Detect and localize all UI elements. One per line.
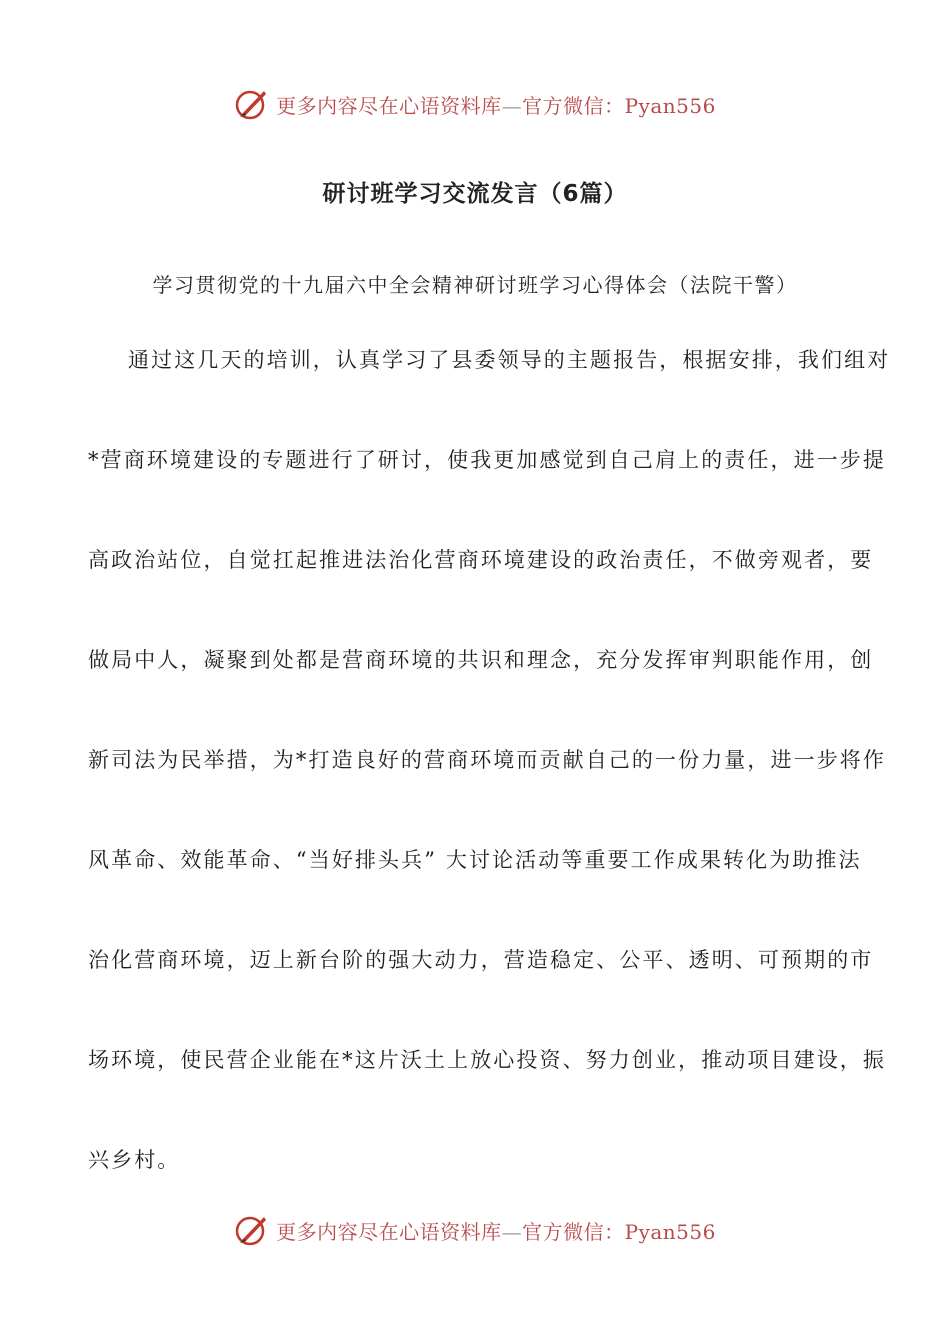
paragraph-line: 风革命、效能革命、“当好排头兵” 大讨论活动等重要工作成果转化为助推法 [88, 848, 862, 872]
banner-text [276, 1216, 716, 1245]
paragraph-line: *营商环境建设的专题进行了研讨，使我更加感觉到自己肩上的责任，进一步提 [88, 448, 886, 472]
banner-dash: — [501, 93, 523, 118]
paragraph-line: 新司法为民举措，为*打造良好的营商环境而贡献自己的一份力量，进一步将作 [88, 748, 886, 772]
body-paragraph [88, 342, 891, 1242]
paragraph-line: 高政治站位，自觉扛起推进法治化营商环境建设的政治责任，不做旁观者，要 [88, 548, 874, 572]
footer-banner [0, 1210, 950, 1250]
quill-logo-icon [234, 86, 270, 122]
banner-contact: 官方微信：Pyan556 [522, 1219, 716, 1244]
quill-logo-icon [234, 1212, 270, 1248]
banner-main: 更多内容尽在心语资料库 [276, 1219, 502, 1244]
document-title: 研讨班学习交流发言（6篇） [322, 181, 628, 207]
banner-dash: — [501, 1219, 523, 1244]
paragraph-line: 做局中人，凝聚到处都是营商环境的共识和理念，充分发挥审判职能作用，创 [88, 648, 874, 672]
banner-main: 更多内容尽在心语资料库 [276, 93, 502, 118]
banner-contact: 官方微信：Pyan556 [522, 93, 716, 118]
paragraph-line: 治化营商环境，迈上新台阶的强大动力，营造稳定、公平、透明、可预期的市 [88, 948, 874, 972]
paragraph-line: 通过这几天的培训，认真学习了县委领导的主题报告，根据安排，我们组对 [128, 348, 891, 372]
header-banner [0, 84, 950, 124]
paragraph-line: 兴乡村。 [88, 1148, 181, 1172]
paragraph-line: 场环境，使民营企业能在*这片沃土上放心投资、努力创业，推动项目建设，振 [88, 1048, 886, 1072]
banner-text [276, 90, 716, 119]
document-subtitle: 学习贯彻党的十九届六中全会精神研讨班学习心得体会（法院干警） [152, 273, 798, 297]
